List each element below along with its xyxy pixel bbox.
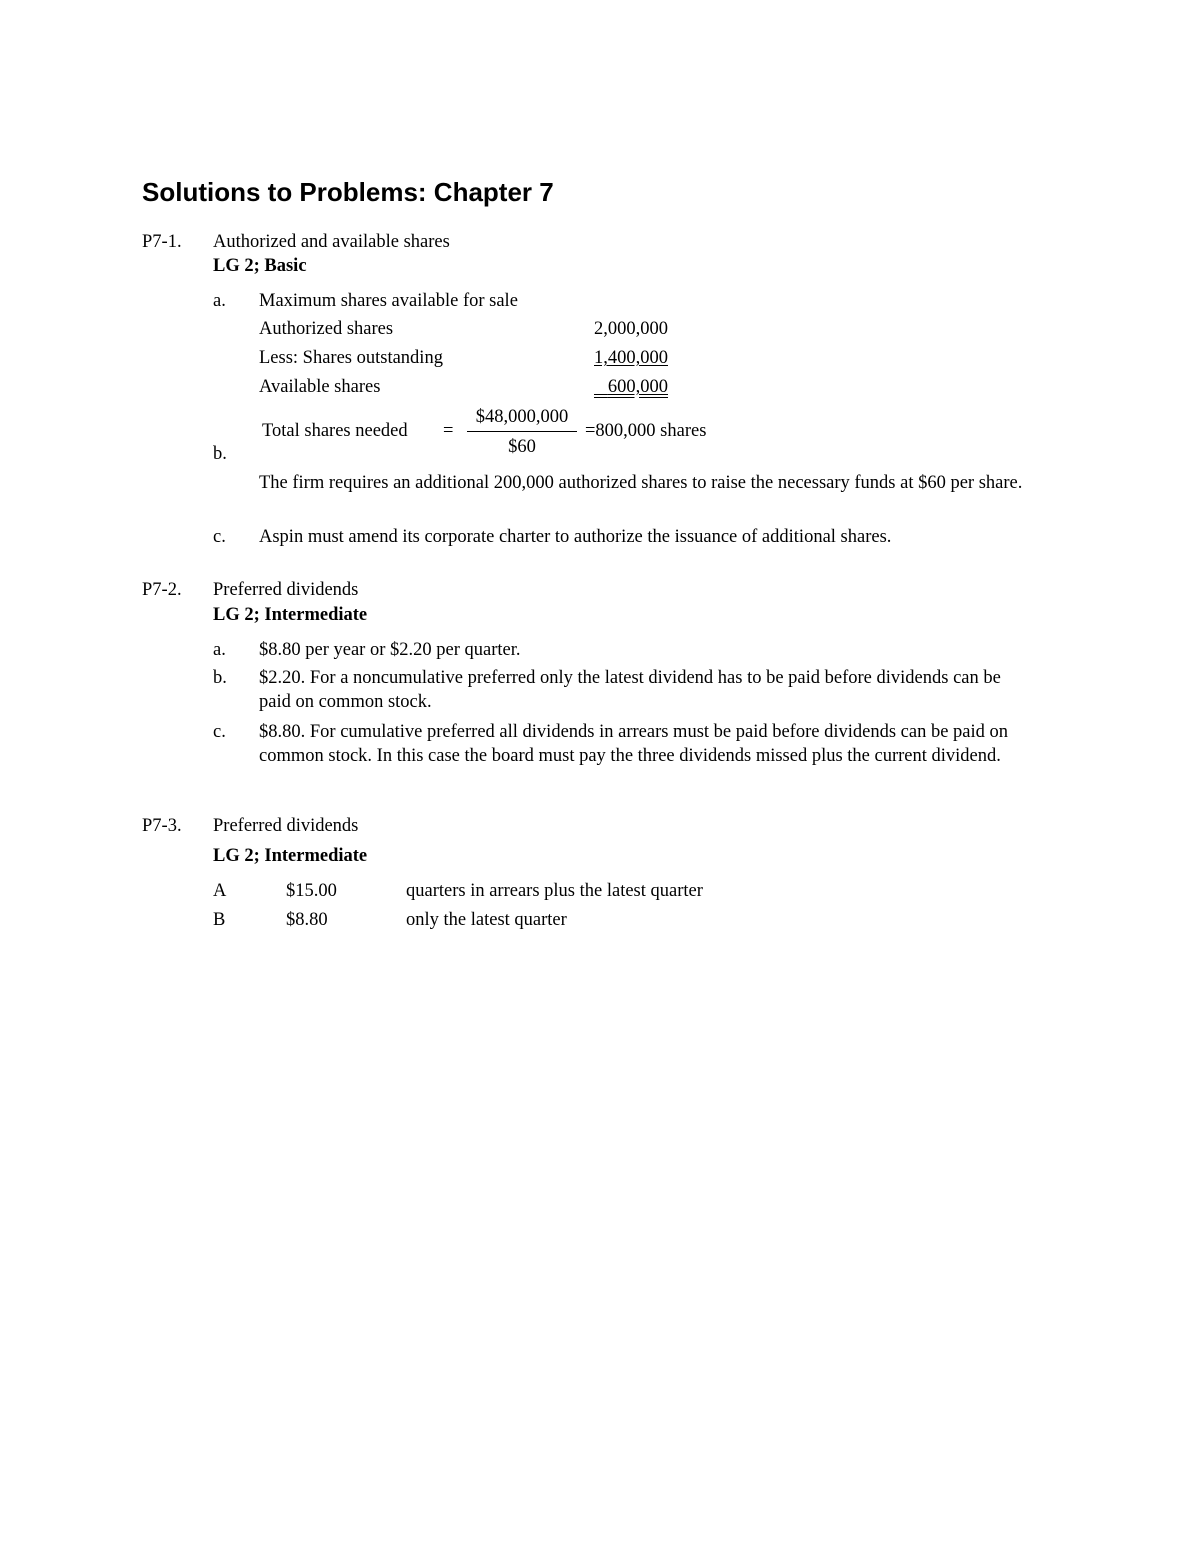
item-letter: c. (213, 722, 226, 742)
item-letter: c. (213, 527, 226, 547)
problem-number: P7-1. (142, 232, 182, 252)
equation-result: =800,000 shares (585, 421, 707, 441)
equation-label: Total shares needed (262, 421, 408, 441)
learning-goal-label: LG 2; Intermediate (213, 846, 368, 866)
learning-goal-label: LG 2; Intermediate (213, 605, 368, 625)
table-row-value: 2,000,000 (594, 319, 668, 339)
table-row-total: 600,000 (607, 377, 668, 397)
problem-heading: Authorized and available shares (213, 232, 450, 252)
equation-numerator: $48,000,000 (475, 407, 569, 427)
item-letter: a. (213, 640, 226, 660)
fraction-bar (467, 431, 577, 432)
equation-denominator: $60 (508, 437, 536, 457)
item-text: $8.80 per year or $2.20 per quarter. (259, 640, 521, 660)
equation-equals: = (443, 421, 454, 441)
item-letter: b. (213, 444, 227, 464)
table-row-amount: $15.00 (286, 881, 337, 901)
item-text: Maximum shares available for sale (259, 291, 518, 311)
page-title: Solutions to Problems: Chapter 7 (142, 177, 554, 207)
learning-goal-label: LG 2; Basic (213, 256, 307, 276)
problem-heading: Preferred dividends (213, 816, 359, 836)
table-row-value: 1,400,000 (594, 348, 668, 368)
table-row-label: Available shares (259, 377, 381, 397)
problem-heading: Preferred dividends (213, 580, 359, 600)
table-row-description: only the latest quarter (406, 910, 567, 930)
item-text: $2.20. For a noncumulative preferred only the latest dividend has to be paid before dividends can be paid on common stock. (259, 668, 1001, 712)
table-row-letter: A (213, 881, 227, 901)
problem-number: P7-2. (142, 580, 182, 600)
table-row-label: Authorized shares (259, 319, 394, 339)
table-row-description: quarters in arrears plus the latest quarter (406, 881, 703, 901)
item-text: The firm requires an additional 200,000 authorized shares to raise the necessary funds at $60 per share. (259, 473, 1023, 493)
item-text: $8.80. For cumulative preferred all dividends in arrears must be paid before dividends can be paid on common stock. In this case the board must pay the three dividends missed plus the current dividend. (259, 722, 1009, 766)
table-row-amount: $8.80 (286, 910, 328, 930)
item-letter: b. (213, 668, 227, 688)
item-text: Aspin must amend its corporate charter to authorize the issuance of additional shares. (259, 527, 892, 547)
item-letter: a. (213, 291, 226, 311)
problem-number: P7-3. (142, 816, 182, 836)
table-row-label: Less: Shares outstanding (259, 348, 443, 368)
table-row-letter: B (213, 910, 226, 930)
